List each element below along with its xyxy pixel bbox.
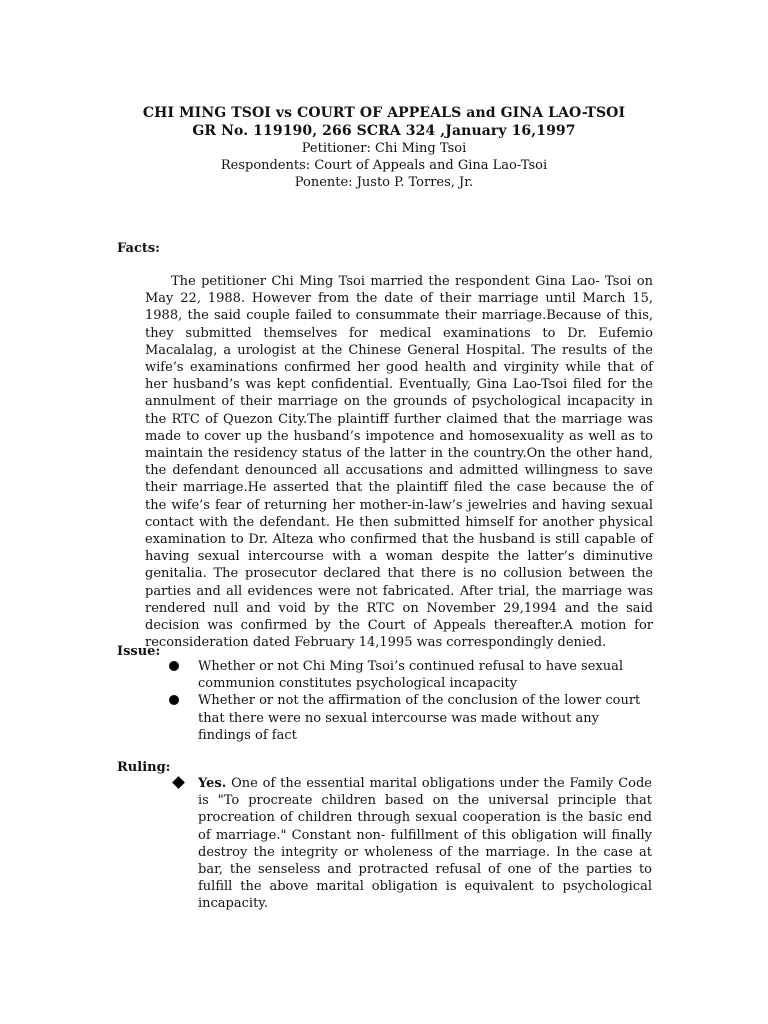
issue-item <box>166 658 656 692</box>
case-header <box>0 104 768 191</box>
issue-text: Whether or not the affirmation of the conclusion of the lower court that there were no sexual intercourse was made without any findings of fact <box>198 693 641 743</box>
issue-item <box>166 692 656 744</box>
ruling-body: One of the essential marital obligations under the Family Code is "To procreate children based on the universal principle that procreation of children through sexual cooperation is the basic end of marriage." Constant non- fulfillment of this obligation will finally destroy the integrity or wholeness of the marriage. In the case at bar, the senseless and protracted refusal of one of the parties to fulfill the above marital obligation is equivalent to psychological incapacity. <box>198 776 652 912</box>
ruling-lead: Yes. <box>198 776 227 791</box>
respondents-line: Respondents: Court of Appeals and Gina Lao-Tsoi <box>220 158 548 173</box>
ruling-heading: Ruling: <box>117 760 171 775</box>
diamond-bullet-icon <box>172 776 185 789</box>
petitioner-line: Petitioner: Chi Ming Tsoi <box>301 141 467 156</box>
facts-heading: Facts: <box>117 241 160 256</box>
issue-text: Whether or not Chi Ming Tsoi’s continued refusal to have sexual communion constitutes psychological incapacity <box>198 659 624 692</box>
issue-list <box>166 658 656 744</box>
bullet-dot-icon <box>169 661 179 671</box>
bullet-dot-icon <box>169 695 179 705</box>
issue-heading: Issue: <box>117 644 161 659</box>
case-citation: GR No. 119190, 266 SCRA 324 ,January 16,1997 <box>192 123 576 139</box>
ruling-item <box>172 775 652 913</box>
ponente-line: Ponente: Justo P. Torres, Jr. <box>294 175 474 190</box>
ruling-paragraph <box>198 775 652 913</box>
case-title: CHI MING TSOI vs COURT OF APPEALS and GINA LAO-TSOI <box>142 105 626 121</box>
facts-paragraph: The petitioner Chi Ming Tsoi married the respondent Gina Lao- Tsoi on May 22, 1988. However from the date of their marriage until March 15, 1988, the said couple failed to consummate their marriage.Because of this, they submitted themselves for medical examinations to Dr. Eufemio Macalalag, a urologist at the Chinese General Hospital. The results of the wife’s examinations confirmed her good health and virginity while that of her husband’s was kept confidential. Eventually, Gina Lao-Tsoi filed for the annulment of their marriage on the grounds of psychological incapacity in the RTC of Quezon City.The plaintiff further claimed that the marriage was made to cover up the husband’s impotence and homosexuality as well as to maintain the residency status of the latter in the country.On the other hand, the defendant denounced all accusations and admitted willingness to save their marriage.He asserted that the plaintiff filed the case because the of the wife’s fear of returning her mother-in-law’s jewelries and having sexual contact with the defendant. He then submitted himself for another physical examination to Dr. Alteza who confirmed that the husband is still capable of having sexual intercourse with a woman despite the latter’s diminutive genitalia. The prosecutor declared that there is no collusion between the parties and all evidences were not fabricated. After trial, the marriage was rendered null and void by the RTC on November 29,1994 and the said decision was confirmed by the Court of Appeals thereafter.A motion for reconsideration dated February 14,1995 was correspondingly denied. <box>145 274 653 651</box>
